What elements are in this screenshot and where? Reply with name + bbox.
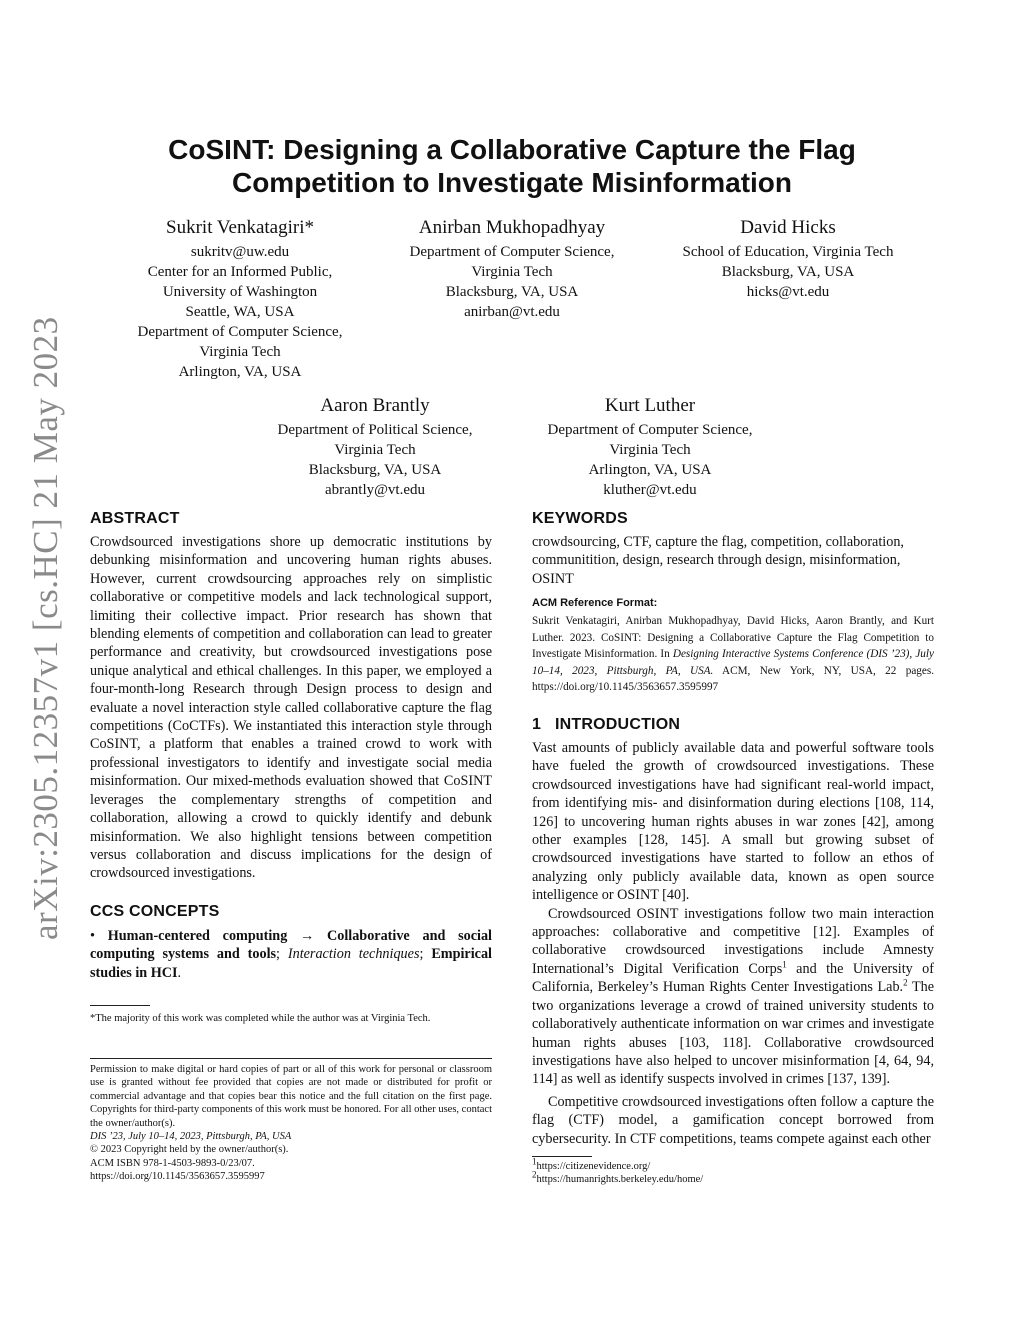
footnote-marker[interactable]: 1 [782,959,787,970]
introduction-heading: 1 INTRODUCTION [532,716,681,733]
intro-text: Crowdsourced OSINT investigations follow two main interaction approaches: collaborative and competitive [12]. Examples of collaborative crowdsourced investigations include Amnesty International’s Digital Verification Corps [532,905,934,977]
author-name: Aaron Brantly [320,395,430,416]
copyright-line: © 2023 Copyright held by the owner/author(s). [90,1144,289,1156]
author-name: Sukrit Venkatagiri* [166,217,314,238]
title-line-1: CoSINT: Designing a Collaborative Capture the Flag [168,134,856,165]
footnote-number: 1 [532,1156,537,1167]
ccs-period: . [177,964,182,981]
introduction-body [532,739,934,1148]
doi-link[interactable]: https://doi.org/10.1145/3563657.3595997 [90,1171,265,1183]
author-email: hicks@vt.edu [746,284,830,300]
permission-rule [90,1058,492,1059]
author-affiliation: Center for an Informed Public, [147,264,333,280]
author-affiliation: Virginia Tech [334,442,416,458]
ccs-concept: Collaborative and social computing systems and tools [90,928,492,963]
footnote-rule [90,1005,150,1006]
acm-ref-venue: Designing Interactive Systems Conference (DIS ’23), July 10–14, 2023, Pittsburgh, PA, USA. [532,648,934,677]
footnote-item [532,1156,934,1173]
author-name: Kurt Luther [604,395,696,416]
keywords-text: crowdsourcing, CTF, capture the flag, competition, collaboration, communitition, design, research through design, misinformation, OSINT [532,534,904,587]
ccs-concept: Interaction techniques [287,946,420,963]
isbn-line: ACM ISBN 978-1-4503-9893-0/23/07. [90,1157,255,1169]
intro-paragraph [532,905,934,1089]
author-email: anirban@vt.edu [464,304,560,320]
abstract-heading: ABSTRACT [90,510,180,527]
conference-info: DIS ’23, July 10–14, 2023, Pittsburgh, PA, USA [90,1131,292,1143]
footnote-link[interactable]: https://citizenevidence.org/ [536,1161,651,1172]
footnotes [532,1156,934,1187]
author-email: abrantly@vt.edu [324,482,426,498]
author-block-5 [510,394,790,500]
intro-paragraph: Vast amounts of publicly available data and powerful software tools have fueled the growth of crowdsourced investigations. These crowdsourced investigations have had significant real-world impact, from identifying mis- and disinformation during elections [108, 114, 126] to uncovering human rights abuses in war zones [42], among other examples [128, 145]. A small but growing subset of crowdsourced investigations have started to follow an ethos of analyzing only publicly available data, known as open source intelligence or OSINT [40]. [532,740,934,904]
acm-ref-text: Sukrit Venkatagiri, Anirban Mukhopadhyay, David Hicks, Aaron Brantly, and Kurt Luther. 2023. CoSINT: Designing a Collaborative Capture the Flag Competition to Investigate Misinformation. In [532,615,934,661]
author-block-1 [100,216,380,382]
author-affiliation: School of Education, Virginia Tech [682,244,894,260]
author-location: Arlington, VA, USA [178,364,302,380]
footnote-link[interactable]: https://humanrights.berkeley.edu/home/ [536,1174,704,1186]
intro-text: The two organizations leverage a crowd of trained university students to collaboratively authenticate information on war crimes and investigate human rights abuses [103, 118]. Collaborative crowdsourced investigations have also helped to uncover misinformation [4, 64, 94, 114] as well as identify suspects involved in crimes [137, 139]. [532,979,934,1088]
title-line-2: Competition to Investigate Misinformation [231,167,792,198]
author-affiliation: Department of Computer Science, [547,422,753,438]
ccs-separator: ; [419,946,432,963]
footnote-marker[interactable]: 2 [903,977,908,988]
author-name: Anirban Mukhopadhyay [418,217,606,238]
acm-ref-text: ACM, New York, NY, USA, 22 pages. https://doi.org/10.1145/3563657.3595997 [532,664,934,694]
author-block-3 [648,216,928,302]
ccs-concept: Human-centered computing [107,928,288,944]
footnote-number: 2 [532,1169,537,1180]
author-affiliation: Department of Political Science, [277,422,473,438]
abstract-text: Crowdsourced investigations shore up democratic institutions by debunking misinformation and uncovering human rights abuses. However, current crowdsourcing approaches rely on simplistic collaborative or competitive models and lack technological support, limiting their collective impact. Prior research has shown that blending elements of competition and collaboration can lead to greater performance and creativity, but crowdsourced investigations pose unique analytical and ethical challenges. In this paper, we employed a four-month-long Research through Design process to design and evaluate a novel interaction style called collaborative capture the flag competitions (CoCTFs). We instantiated this interaction style through CoSINT, a platform that enables a trained crowd to work with professional investigators to identify and investigate social media misinformation. Our mixed-methods evaluation showed that CoSINT leverages the complementary strengths of competition and collaboration, allowing a crowd to quickly identify and debunk misinformation. We also highlight tensions between competition versus collaboration and discuss implications for the design of crowdsourced investigations. [90,534,492,882]
ccs-concepts [90,927,492,982]
author-affiliation: Department of Computer Science, [137,324,343,340]
ccs-concept: Empirical studies in HCI [90,946,492,981]
paper-title [120,133,904,199]
acm-reference [532,613,934,696]
author-location: Blacksburg, VA, USA [445,284,579,300]
footnote-rule [532,1156,592,1157]
author-affiliation: Virginia Tech [471,264,553,280]
author-footnote: *The majority of this work was completed while the author was at Virginia Tech. [90,1013,431,1024]
author-location: Arlington, VA, USA [588,462,712,478]
ccs-separator: ; [276,946,288,963]
abstract-body [90,533,492,883]
author-email: kluther@vt.edu [603,482,697,498]
author-location: Seattle, WA, USA [185,304,295,320]
author-location: Blacksburg, VA, USA [721,264,855,280]
permission-text: Permission to make digital or hard copies of part or all of this work for personal or classroom use is granted without fee provided that copies are not made or distributed for profit or commercial advantage and that copies bear this notice and the full citation on the first page. Copyrights for third-party components of this work must be honored. For all other uses, contact the owner/author(s). [90,1064,492,1129]
ccs-bullet: • [90,928,95,944]
author-email: sukritv@uw.edu [190,244,290,260]
author-affiliation: Virginia Tech [199,344,281,360]
author-affiliation: Department of Computer Science, [409,244,615,260]
author-affiliation: University of Washington [162,284,318,300]
arrow-icon: → [300,928,315,944]
author-location: Blacksburg, VA, USA [308,462,442,478]
arxiv-identifier: arXiv:2305.12357v1 [cs.HC] 21 May 2023 [26,316,65,940]
author-block-2 [372,216,652,322]
author-affiliation: Virginia Tech [609,442,691,458]
author-name: David Hicks [740,217,836,238]
acm-ref-heading: ACM Reference Format: [532,597,658,609]
keywords-heading: KEYWORDS [532,510,628,527]
ccs-heading: CCS CONCEPTS [90,903,220,920]
intro-paragraph: Competitive crowdsourced investigations often follow a capture the flag (CTF) model, a gamification concept borrowed from cybersecurity. In CTF competitions, teams compete against each other [532,1093,934,1147]
intro-text: and the University of California, Berkeley’s Human Rights Center Investigations Lab. [532,960,934,996]
permission-block [90,1063,492,1184]
author-block-4 [235,394,515,500]
footnote-item [532,1169,934,1186]
